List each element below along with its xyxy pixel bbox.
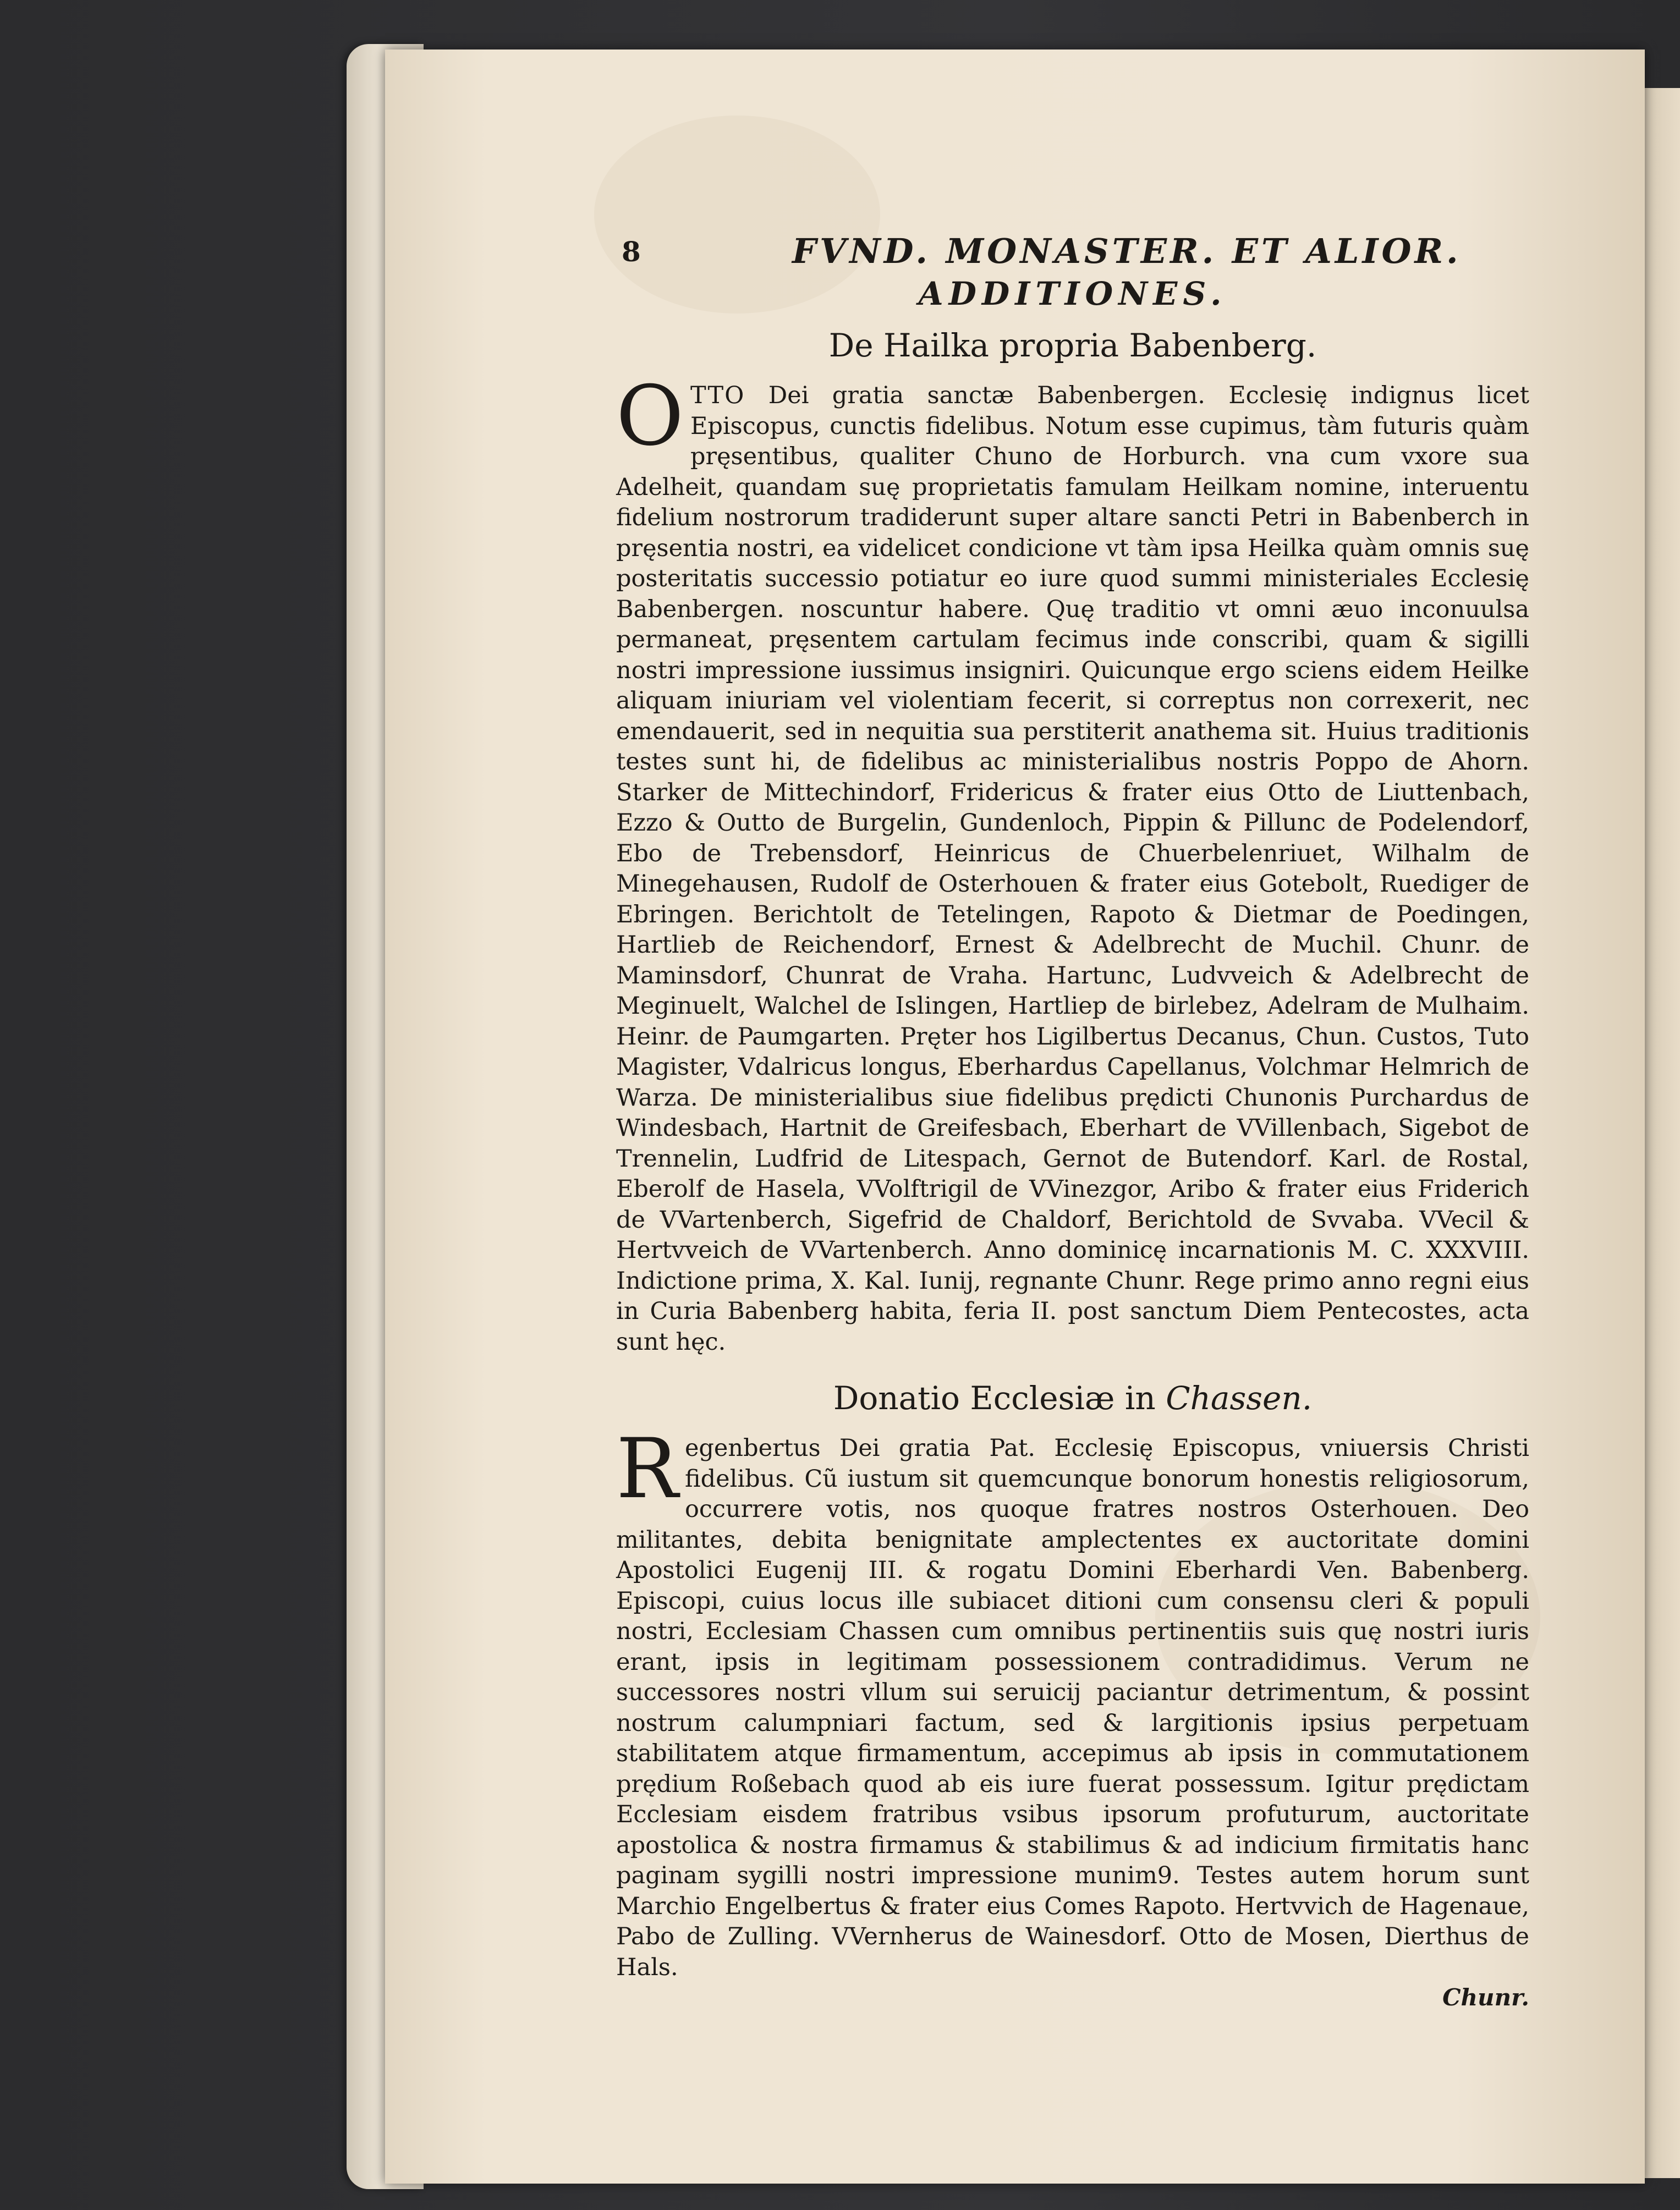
section-title (616, 327, 1529, 364)
page-header (616, 231, 1529, 275)
section-body (616, 1421, 1529, 1983)
first-word: TTO (690, 382, 745, 409)
body-text: Dei gratia sanctæ Babenbergen. Ecclesię indignus licet Episcopus, cunctis fidelibus. Notum esse cupimus, tàm futuris quàm pręsentibus, qualiter Chuno de Horburch. vna cum vxore sua Adelheit, quandam suę proprietatis famulam Heilkam nomine, interuentu fidelium nostrorum tradiderunt super altare sancti Petri in Babenberch in pręsentia nostri, ea videlicet condicione vt tàm ipsa Heilka quàm omnis suę posteritatis successio potiatur eo iure quod summi ministeriales Ecclesię Babenbergen. noscuntur habere. Quę traditio vt omni æuo inconuulsa permaneat, pręsentem cartulam fecimus inde conscribi, quam & sigilli nostri impressione iussimus insigniri. Quicunque ergo sciens eidem Heilke aliquam iniuriam vel violentiam fecerit, si correptus non correxerit, nec emendauerit, sed in nequitia sua perstiterit anathema sit. Huius traditionis testes sunt hi, de fidelibus ac ministerialibus nostris Poppo de Ahorn. Starker de Mittechindorf, Fridericus & frater eius Otto de Liuttenbach, Ezzo & Outto de Burgelin, Gundenloch, Pippin & Pillunc de Podelendorf, Ebo de Trebensdorf, Heinricus de Chuerbelenriuet, Wilhalm de Minegehausen, Rudolf de Osterhouen & frater eius Gotebolt, Ruediger de Ebringen. Berichtolt de Tetelingen, Rapoto & Dietmar de Poedingen, Hartlieb de Reichendorf, Ernest & Adelbrecht de Muchil. Chunr. de Maminsdorf, Chunrat de Vraha. Hartunc, Ludvveich & Adelbrecht de Meginuelt, Walchel de Islingen, Hartliep de birlebez, Adelram de Mulhaim. Heinr. de Paumgarten. Pręter hos Ligilbertus Decanus, Chun. Custos, Tuto Magister, Vdalricus longus, Eberhardus Capellanus, Volchmar Helmrich de Warza. De ministerialibus siue fidelibus prędicti Chunonis Purchardus de Windesbach, Hartnit de Greifesbach, Eberhart de VVillenbach, Sigebot de Trennelin, Ludfrid de Litespach, Gernot de Butendorf. Karl. de Rostal, Eberolf de Hasela, VVolftrigil de VVinezgor, Aribo & frater eius Friderich de VVartenberch, Sigefrid de Chaldorf, Berichtold de Svvaba. VVecil & Hertvveich de VVartenberch. Anno dominicę incarnationis M. C. XXXVIII. Indictione prima, X. Kal. Iunij, regnante Chunr. Rege primo anno regni eius in Curia Babenberg habita, feria II. post sanctum Diem Pentecostes, acta sunt hęc. (616, 382, 1529, 1356)
section-1 (616, 327, 1529, 1357)
section-title-italic: Chassen. (1166, 1379, 1313, 1417)
page-content (616, 231, 1529, 2011)
body-text: Dei gratia Pat. Ecclesię Episcopus, vniuersis Christi fidelibus. Cũ iustum sit quemcunque bonorum honestis religiosorum, occurrere votis, nos quoque fratres nostros Osterhouen. Deo militantes, debita benignitate amplectentes ex auctoritate domini Apostolici Eugenij III. & rogatu Domini Eberhardi Ven. Babenberg. Episcopi, cuius locus ille subiacet ditioni cum consensu cleri & populi nostri, Ecclesiam Chassen cum omnibus pertinentiis suis quę nostri iuris erant, ipsis in legitimam possessionem contradidimus. Verum ne successores nostri vllum sui seruicij paciantur detrimentum, & possint nostrum calumpniari factum, sed & largitionis ipsius perpetuam stabilitatem atque firmamentum, accepimus ab ipsis in commutationem prędium Roßebach quod ab eis iure fuerat possessum. Igitur prędictam Ecclesiam eisdem fratribus vsibus ipsorum profuturum, auctoritate apostolica & nostra firmamus & stabilimus & ad indicium firmitatis hanc paginam sygilli nostri impressione munim9. Testes autem horum sunt Marchio Engelbertus & frater eius Comes Rapoto. Hertvvich de Hagenaue, Pabo de Zulling. VVernherus de Wainesdorf. Otto de Mosen, Dierthus de Hals. (616, 1434, 1529, 1981)
running-title: FVND. MONASTER. ET ALIOR. (792, 231, 1462, 271)
drop-cap: O (616, 369, 684, 464)
section-title-text: De Hailka propria Babenberg. (828, 327, 1317, 364)
section-2 (616, 1379, 1529, 1983)
first-word: egenbertus (684, 1434, 821, 1462)
drop-cap: R (616, 1421, 678, 1517)
section-title-text: Donatio Ecclesiæ in (833, 1379, 1156, 1417)
section-title (616, 1379, 1529, 1417)
page-number: 8 (622, 235, 644, 268)
section-body (616, 369, 1529, 1357)
additiones-heading: ADDITIONES. (918, 275, 1227, 312)
catchword: Chunr. (1442, 1984, 1529, 2011)
